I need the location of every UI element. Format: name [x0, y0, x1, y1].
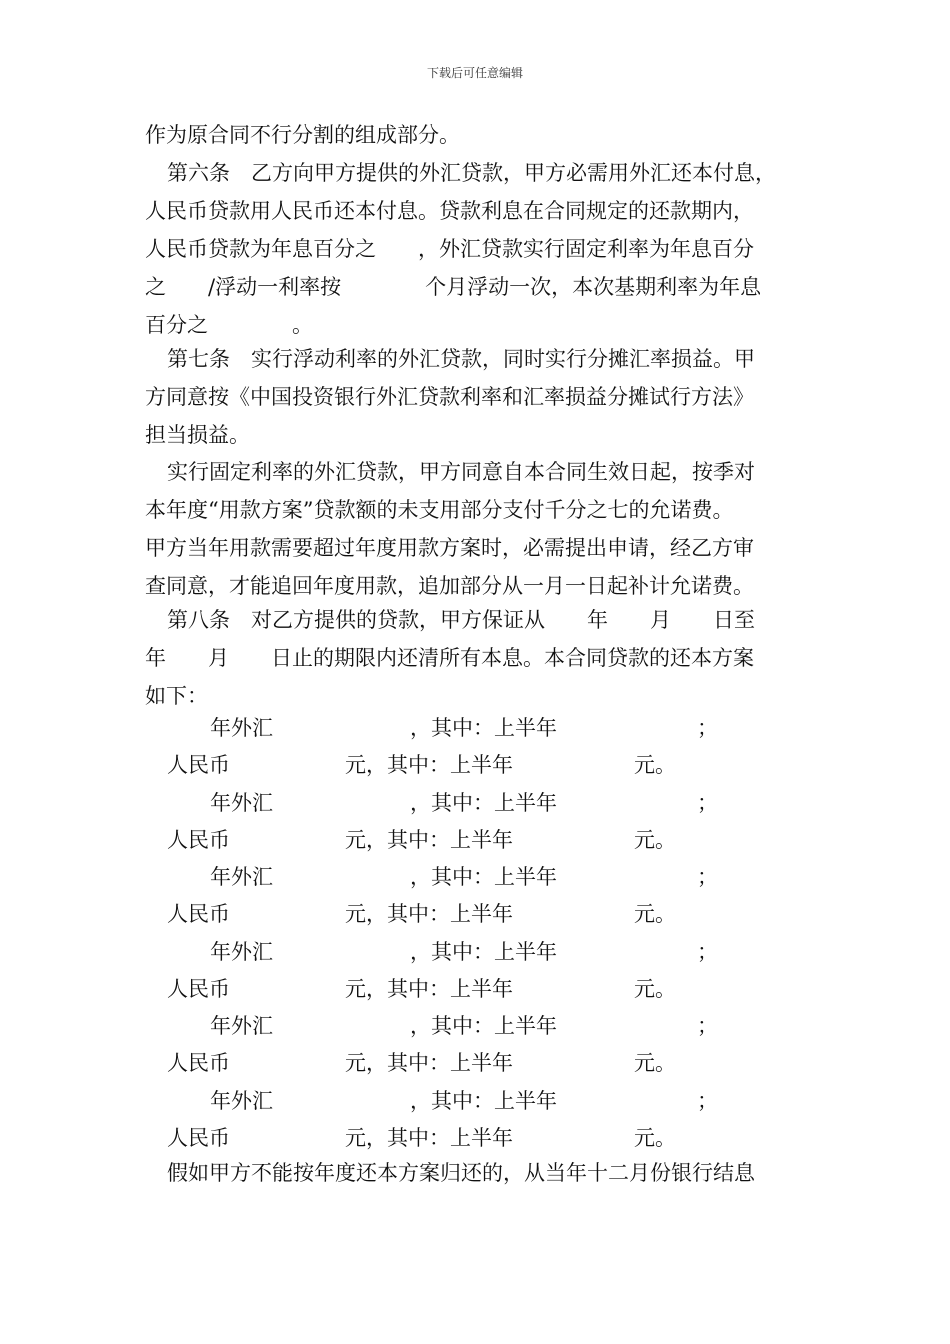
- default-clause-line: 假如甲方不能按年度还本方案归还的，从当年十二月份银行结息: [167, 1161, 755, 1185]
- schedule-fx-end-label: ；: [697, 791, 718, 815]
- schedule-fx-end-label: ；: [697, 716, 718, 740]
- schedule-fx-mid-label: ，其中：上半年: [410, 940, 557, 964]
- schedule-fx-row: [0, 937, 950, 967]
- article6-line-1: 第六条 乙方向甲方提供的外汇贷款，甲方必需用外汇还本付息，: [167, 161, 776, 185]
- schedule-rmb-row: [0, 1123, 950, 1153]
- schedule-rmb-end-label: 元。: [634, 753, 676, 777]
- schedule-rmb-mid-label: 元，其中：上半年: [345, 828, 513, 852]
- article7-line-1: 第七条 实行浮动利率的外汇贷款，同时实行分摊汇率损益。甲: [167, 347, 755, 371]
- schedule-rmb-row: [0, 974, 950, 1004]
- fixed-rate-line-2: 本年度“用款方案”贷款额的未支用部分支付千分之七的允诺费。: [145, 498, 734, 522]
- article6-line-4: 之 /浮动一利率按 个月浮动一次，本次基期利率为年息: [145, 275, 762, 299]
- fixed-rate-line-3: 甲方当年用款需要超过年度用款方案时，必需提出申请，经乙方审: [145, 536, 754, 560]
- schedule-rmb-mid-label: 元，其中：上半年: [345, 753, 513, 777]
- schedule-rmb-row: [0, 825, 950, 855]
- schedule-rmb-row: [0, 750, 950, 780]
- schedule-rmb-end-label: 元。: [634, 902, 676, 926]
- fixed-rate-line-1: 实行固定利率的外汇贷款，甲方同意自本合同生效日起，按季对: [167, 460, 755, 484]
- schedule-fx-year-label: 年外汇: [210, 1014, 273, 1038]
- schedule-rmb-end-label: 元。: [634, 1051, 676, 1075]
- schedule-fx-row: [0, 1086, 950, 1116]
- schedule-fx-end-label: ；: [697, 1089, 718, 1113]
- schedule-rmb-end-label: 元。: [634, 977, 676, 1001]
- article6-line-2: 人民币贷款用人民币还本付息。贷款利息在合同规定的还款期内，: [145, 199, 754, 223]
- article8-line-2: 年 月 日止的期限内还清所有本息。本合同贷款的还本方案: [145, 646, 754, 670]
- page-header: 下载后可任意编辑: [426, 66, 523, 80]
- schedule-fx-end-label: ；: [697, 865, 718, 889]
- article8-line-1: 第八条 对乙方提供的贷款，甲方保证从 年 月 日至: [167, 608, 755, 632]
- article6-line-5: 百分之 。: [145, 313, 313, 337]
- schedule-rmb-mid-label: 元，其中：上半年: [345, 902, 513, 926]
- schedule-fx-row: [0, 713, 950, 743]
- schedule-fx-mid-label: ，其中：上半年: [410, 791, 557, 815]
- para-line-continuation: 作为原合同不行分割的组成部分。: [145, 123, 460, 147]
- schedule-rmb-label: 人民币: [167, 753, 230, 777]
- schedule-rmb-mid-label: 元，其中：上半年: [345, 1051, 513, 1075]
- schedule-rmb-end-label: 元。: [634, 828, 676, 852]
- schedule-fx-end-label: ；: [697, 1014, 718, 1038]
- schedule-fx-year-label: 年外汇: [210, 791, 273, 815]
- schedule-rmb-label: 人民币: [167, 1126, 230, 1150]
- schedule-rmb-mid-label: 元，其中：上半年: [345, 977, 513, 1001]
- schedule-rmb-label: 人民币: [167, 828, 230, 852]
- schedule-fx-row: [0, 788, 950, 818]
- schedule-fx-end-label: ；: [697, 940, 718, 964]
- schedule-rmb-end-label: 元。: [634, 1126, 676, 1150]
- article7-line-2: 方同意按《中国投资银行外汇贷款利率和汇率损益分摊试行方法》: [145, 385, 754, 409]
- schedule-fx-year-label: 年外汇: [210, 940, 273, 964]
- schedule-fx-year-label: 年外汇: [210, 716, 273, 740]
- schedule-fx-mid-label: ，其中：上半年: [410, 1089, 557, 1113]
- schedule-fx-mid-label: ，其中：上半年: [410, 865, 557, 889]
- schedule-rmb-label: 人民币: [167, 1051, 230, 1075]
- schedule-fx-row: [0, 862, 950, 892]
- schedule-rmb-label: 人民币: [167, 977, 230, 1001]
- schedule-fx-year-label: 年外汇: [210, 1089, 273, 1113]
- schedule-fx-row: [0, 1011, 950, 1041]
- schedule-rmb-row: [0, 899, 950, 929]
- schedule-rmb-row: [0, 1048, 950, 1078]
- schedule-fx-mid-label: ，其中：上半年: [410, 1014, 557, 1038]
- article7-line-3: 担当损益。: [145, 423, 250, 447]
- schedule-rmb-label: 人民币: [167, 902, 230, 926]
- schedule-rmb-mid-label: 元，其中：上半年: [345, 1126, 513, 1150]
- schedule-fx-mid-label: ，其中：上半年: [410, 716, 557, 740]
- schedule-fx-year-label: 年外汇: [210, 865, 273, 889]
- article8-line-3: 如下：: [145, 684, 208, 708]
- fixed-rate-line-4: 查同意，才能追回年度用款，追加部分从一月一日起补计允诺费。: [145, 574, 754, 598]
- article6-line-3: 人民币贷款为年息百分之 ，外汇贷款实行固定利率为年息百分: [145, 237, 754, 261]
